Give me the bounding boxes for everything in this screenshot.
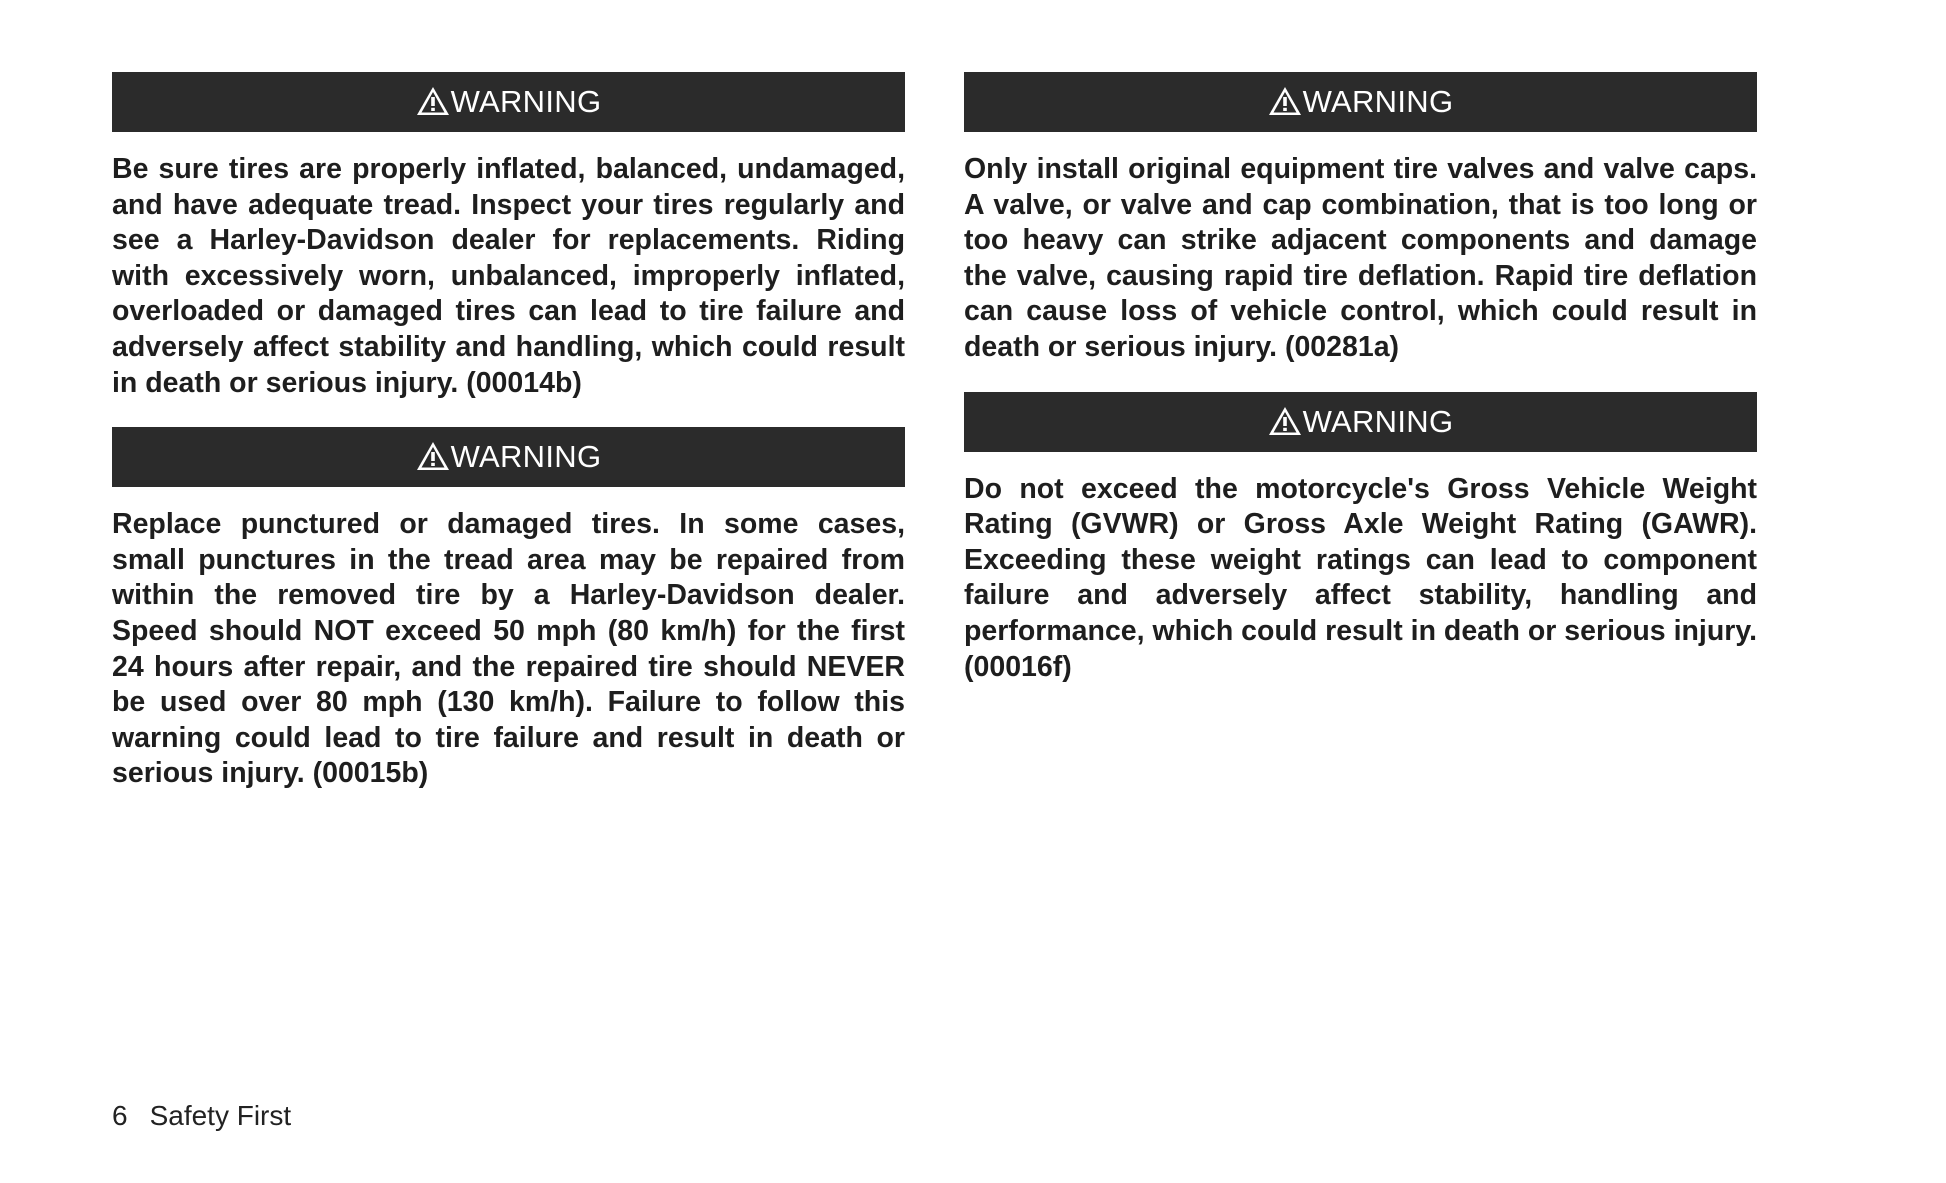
- warning-triangle-icon: [1268, 406, 1302, 436]
- warning-triangle-icon: [416, 441, 450, 471]
- warning-block-tire-valves: [964, 72, 1757, 366]
- warning-text: Replace punctured or damaged tires. In some cases, small punctures in the tread area may be repaired from within the removed tire by a Harley-Davidson dealer. Speed should NOT exceed 50 mph (80 km/h) for the first 24 hours after repair, and the repaired tire should NEVER be used over 80 mph (130 km/h). Failure to follow this warning could lead to tire failure and result in death or serious injury. (00015b): [112, 508, 905, 790]
- warning-title: WARNING: [1302, 403, 1454, 439]
- warning-block-weight-rating: [964, 392, 1757, 686]
- warning-block-tire-condition: [112, 72, 905, 401]
- warning-block-punctured-tires: [112, 427, 905, 792]
- page-footer: [112, 1100, 291, 1132]
- warning-header: [964, 72, 1757, 132]
- section-title: Safety First: [149, 1100, 292, 1131]
- warning-title: WARNING: [450, 439, 602, 475]
- left-column: [112, 72, 905, 792]
- warning-header: [112, 72, 905, 132]
- warning-triangle-icon: [416, 86, 450, 116]
- warning-triangle-icon: [1268, 86, 1302, 116]
- warning-header: [112, 427, 905, 487]
- page-number: 6: [112, 1100, 128, 1131]
- warning-title: WARNING: [1302, 84, 1454, 119]
- warning-text: Be sure tires are properly inflated, balanced, undamaged, and have adequate tread. Inspect your tires regularly and see a Harley-Davidson dealer for replacements. Riding with excessively worn, unbalanced, improperly inflated, overloaded or damaged tires can lead to tire failure and adversely affect stability and handling, which could result in death or serious injury. (00014b): [112, 153, 905, 399]
- warning-text: Only install original equipment tire valves and valve caps. A valve, or valve and cap combination, that is too long or too heavy can strike adjacent components and damage the valve, causing rapid tire deflation. Rapid tire deflation can cause loss of vehicle control, which could result in death or serious injury. (00281a): [964, 153, 1757, 363]
- warning-title: WARNING: [450, 84, 602, 119]
- right-column: [964, 72, 1757, 685]
- warning-text: Do not exceed the motorcycle's Gross Vehicle Weight Rating (GVWR) or Gross Axle Weight Rating (GAWR). Exceeding these weight ratings can lead to component failure and adversely affect stability, handling and performance, which could result in death or serious injury. (00016f): [964, 472, 1757, 683]
- warning-header: [964, 392, 1757, 452]
